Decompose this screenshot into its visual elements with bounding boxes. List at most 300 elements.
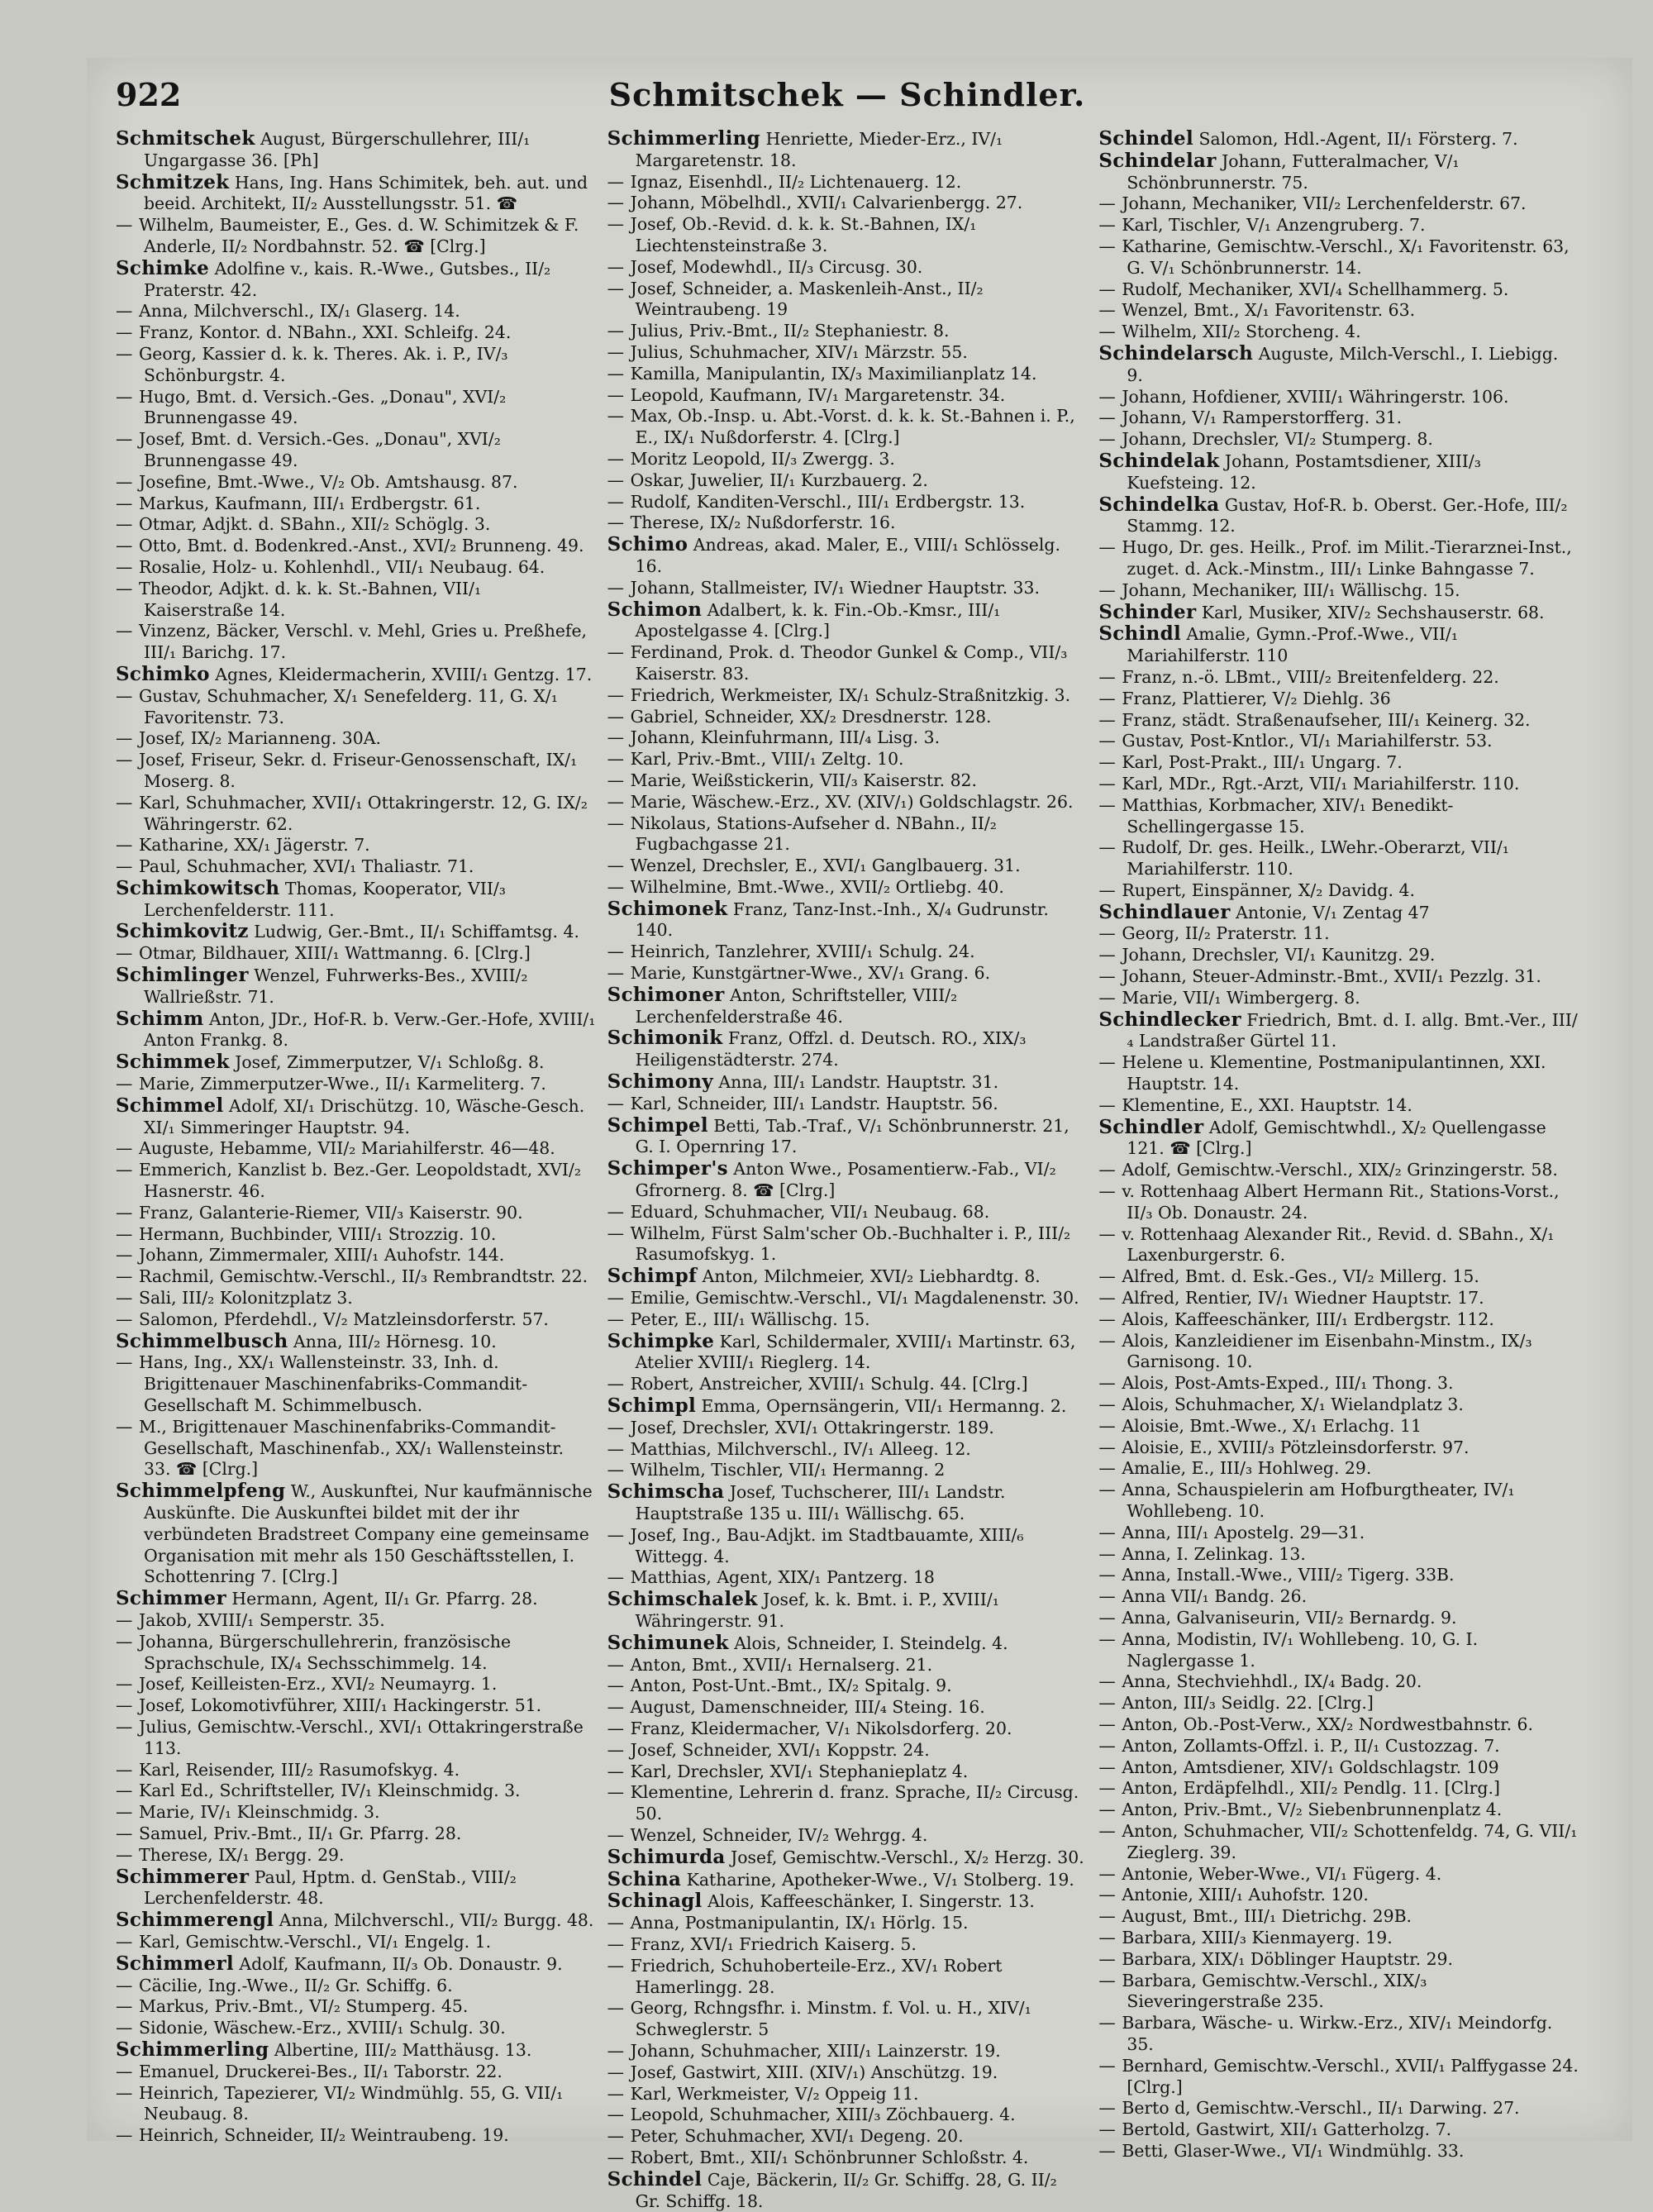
- repeat-dash: —: [607, 1309, 625, 1329]
- directory-entry: [1098, 988, 1579, 1009]
- repeat-dash: —: [116, 1223, 133, 1244]
- directory-entry: [607, 2041, 1088, 2062]
- repeat-dash: —: [607, 214, 625, 235]
- entry-surname: Schimmek: [116, 1051, 230, 1074]
- entry-text: Theodor, Adjkt. d. k. k. St.-Bahnen, VII/₁ Kaiserstraße 14.: [139, 578, 482, 620]
- repeat-dash: —: [607, 727, 625, 748]
- repeat-dash: —: [116, 856, 133, 877]
- directory-entry: [116, 750, 596, 793]
- directory-entry: [607, 942, 1088, 963]
- repeat-dash: —: [1098, 1181, 1116, 1202]
- directory-entry: [607, 1956, 1088, 1999]
- directory-entry: [1098, 1586, 1579, 1608]
- repeat-dash: —: [1098, 1800, 1116, 1820]
- entry-text: Johann, Kleinfuhrmann, III/₄ Lisg. 3.: [630, 727, 941, 748]
- entry-text: Aloisie, Bmt.-Wwe., X/₁ Erlachg. 11: [1122, 1415, 1422, 1436]
- directory-entry: [1098, 451, 1579, 494]
- entry-text: Marie, IV/₁ Kleinschmidg. 3.: [139, 1802, 380, 1823]
- directory-entry: [1098, 580, 1579, 602]
- directory-entry: [1098, 1224, 1579, 1267]
- repeat-dash: —: [1098, 880, 1116, 900]
- directory-entry: [607, 1027, 1088, 1071]
- directory-entry: [116, 878, 596, 922]
- entry-surname: Schimmerengl: [116, 1909, 274, 1932]
- repeat-dash: —: [116, 835, 133, 856]
- entry-text: Franz, städt. Straßenaufseher, III/₁ Keinerg. 32.: [1122, 709, 1531, 730]
- entry-text: Georg, Kassier d. k. k. Theres. Ak. i. P., IV/₃ Schönburgstr. 4.: [139, 343, 508, 385]
- entry-text: Hugo, Dr. ges. Heilk., Prof. im Milit.-Tierarznei-Inst., zuget. d. Ack.-Minstm., III/₁ Linke Bahngasse 7.: [1122, 537, 1572, 579]
- directory-entry: [607, 172, 1088, 193]
- repeat-dash: —: [607, 470, 625, 490]
- entry-text: Karl, MDr., Rgt.-Arzt, VII/₁ Mariahilferstr. 110.: [1122, 773, 1520, 794]
- repeat-dash: —: [607, 2062, 625, 2082]
- entry-text: Leopold, Schuhmacher, XIII/₃ Zöchbauerg. 4.: [630, 2105, 1016, 2125]
- entry-text: Josef, Friseur, Sekr. d. Friseur-Genossenschaft, IX/₁ Moserg. 8.: [139, 750, 578, 791]
- entry-text: Alois, Kaffeeschänker, I. Singerstr. 13.: [707, 1891, 1035, 1912]
- entry-text: August, Damenschneider, III/₄ Steing. 16.: [630, 1697, 985, 1718]
- repeat-dash: —: [116, 1931, 133, 1952]
- directory-entry: [607, 1418, 1088, 1439]
- repeat-dash: —: [1098, 1052, 1116, 1073]
- repeat-dash: —: [1098, 1671, 1116, 1692]
- entry-text: Wenzel, Drechsler, E., XVI/₁ Ganglbauerg. 31.: [630, 856, 1021, 876]
- directory-entry: [116, 1909, 596, 1932]
- directory-entry: [1098, 150, 1579, 194]
- directory-entry: [607, 1094, 1088, 1115]
- directory-entry: [116, 728, 596, 750]
- running-head: Schmitschek — Schindler.: [608, 76, 1086, 113]
- directory-entry: [607, 813, 1088, 856]
- directory-entry: [1098, 2056, 1579, 2099]
- repeat-dash: —: [1098, 579, 1116, 600]
- entry-text: Karl, Schildermaler, XVIII/₁ Martinstr. 63, Atelier XVIII/₁ Rieglerg. 14.: [635, 1331, 1076, 1373]
- directory-entry: [116, 2039, 596, 2062]
- entry-text: Peter, Schuhmacher, XVI/₁ Degeng. 20.: [630, 2126, 964, 2147]
- entry-surname: Schina: [607, 1867, 682, 1890]
- directory-entry: [607, 1719, 1088, 1740]
- directory-entry: [1098, 1480, 1579, 1523]
- entry-surname: Schimlinger: [116, 964, 249, 987]
- entry-text: Adolf, Kaufmann, II/₃ Ob. Donaustr. 9.: [239, 1953, 563, 1974]
- directory-entry: [607, 1697, 1088, 1719]
- entry-text: Karl, Post-Prakt., III/₁ Ungarg. 7.: [1122, 752, 1403, 773]
- directory-entry: [116, 1932, 596, 1953]
- repeat-dash: —: [1098, 752, 1116, 773]
- repeat-dash: —: [116, 536, 133, 556]
- entry-surname: Schindelka: [1098, 493, 1220, 516]
- repeat-dash: —: [116, 1823, 133, 1843]
- directory-entry: [116, 1074, 596, 1095]
- entry-text: Rachmil, Gemischtw.-Verschl., II/₃ Rembrandtstr. 22.: [139, 1266, 588, 1287]
- directory-entry: [607, 406, 1088, 449]
- entry-surname: Schimonik: [607, 1027, 723, 1050]
- repeat-dash: —: [1098, 2098, 1116, 2119]
- entry-text: Samuel, Priv.-Bmt., II/₁ Gr. Pfarrg. 28.: [139, 1823, 462, 1843]
- directory-entry: [116, 429, 596, 472]
- entry-surname: Schimon: [607, 598, 703, 621]
- repeat-dash: —: [116, 386, 133, 407]
- entry-text: Johann, Postamtsdiener, XIII/₃ Kuefsteing. 12.: [1127, 451, 1481, 493]
- directory-entry: [1098, 1885, 1579, 1906]
- repeat-dash: —: [1098, 2055, 1116, 2076]
- directory-entry: [607, 1890, 1088, 1913]
- entry-text: Franz, n.-ö. LBmt., VIII/₂ Breitenfelderg. 22.: [1122, 666, 1499, 687]
- repeat-dash: —: [607, 256, 625, 277]
- repeat-dash: —: [607, 1460, 625, 1480]
- entry-text: Cäcilie, Ing.-Wwe., II/₂ Gr. Schiffg. 6.: [139, 1975, 453, 1995]
- repeat-dash: —: [1098, 2140, 1116, 2161]
- directory-entry: [116, 1717, 596, 1760]
- directory-entry: [116, 258, 596, 302]
- repeat-dash: —: [1098, 773, 1116, 794]
- repeat-dash: —: [607, 1417, 625, 1437]
- entry-text: Josef, Drechsler, XVI/₁ Ottakringerstr. 189.: [630, 1417, 994, 1437]
- repeat-dash: —: [116, 685, 133, 706]
- entry-text: Antonie, XIII/₁ Auhofstr. 120.: [1122, 1885, 1369, 1905]
- directory-entry: [116, 1674, 596, 1695]
- entry-text: Karl, Drechsler, XVI/₁ Stephanieplatz 4.: [630, 1761, 969, 1781]
- directory-entry: [1098, 1629, 1579, 1672]
- entry-text: Josef, IX/₂ Marianneng. 30A.: [139, 728, 381, 749]
- entry-text: Johann, Zimmermaler, XIII/₁ Auhofstr. 144.: [139, 1245, 505, 1266]
- entry-text: Helene u. Klementine, Postmanipulantinnen, XXI. Hauptstr. 14.: [1122, 1052, 1546, 1094]
- repeat-dash: —: [1098, 408, 1116, 428]
- directory-entry: [1098, 710, 1579, 732]
- repeat-dash: —: [1098, 1693, 1116, 1714]
- repeat-dash: —: [1098, 1735, 1116, 1756]
- repeat-dash: —: [1098, 386, 1116, 407]
- directory-entry: [607, 1288, 1088, 1309]
- repeat-dash: —: [116, 792, 133, 813]
- directory-entry: [1098, 193, 1579, 215]
- directory-entry: [607, 792, 1088, 813]
- directory-entry: [607, 1481, 1088, 1525]
- entry-text: Wenzel, Fuhrwerks-Bes., XVIII/₂ Wallrießstr. 71.: [144, 965, 528, 1007]
- directory-entry: [1098, 494, 1579, 538]
- directory-entry: [1098, 279, 1579, 301]
- directory-entry: [116, 686, 596, 729]
- directory-entry: [1098, 128, 1579, 150]
- directory-entry: [116, 322, 596, 344]
- entry-text: Aloisie, E., XVIII/₃ Pötzleinsdorferstr. 97.: [1122, 1437, 1470, 1457]
- directory-entry: [1098, 1693, 1579, 1714]
- entry-text: Therese, IX/₂ Nußdorferstr. 16.: [630, 512, 896, 533]
- entry-text: Friedrich, Werkmeister, IX/₁ Schulz-Straßnitzkig. 3.: [630, 684, 1071, 705]
- entry-text: Anna VII/₁ Bandg. 26.: [1122, 1586, 1308, 1607]
- directory-entry: [116, 1245, 596, 1266]
- directory-entry: [1098, 1009, 1579, 1053]
- entry-text: Anna, III/₁ Apostelg. 29—31.: [1122, 1522, 1365, 1542]
- directory-entry: [1098, 1949, 1579, 1971]
- directory-entry: [116, 1802, 596, 1823]
- directory-entry: [1098, 1437, 1579, 1459]
- repeat-dash: —: [1098, 322, 1116, 342]
- entry-text: Alois, Kanzleidiener im Eisenbahn-Minstm., IX/₃ Garnisong. 10.: [1122, 1330, 1532, 1372]
- repeat-dash: —: [116, 514, 133, 535]
- directory-entry: [116, 1781, 596, 1802]
- entry-text: Gabriel, Schneider, XX/₂ Dresdnerstr. 128.: [630, 706, 992, 727]
- repeat-dash: —: [116, 1202, 133, 1223]
- entry-text: Josef, Zimmerputzer, V/₁ Schloßg. 8.: [235, 1052, 545, 1073]
- repeat-dash: —: [607, 1567, 625, 1588]
- directory-entry: [607, 1266, 1088, 1288]
- repeat-dash: —: [607, 363, 625, 384]
- repeat-dash: —: [1098, 1714, 1116, 1734]
- entry-text: Max, Ob.-Insp. u. Abt.-Vorst. d. k. k. St.-Bahnen i. P., E., IX/₁ Nußdorferstr. 4. [Clrg.]: [630, 406, 1075, 448]
- repeat-dash: —: [116, 1266, 133, 1287]
- repeat-dash: —: [116, 1844, 133, 1865]
- repeat-dash: —: [607, 2083, 625, 2104]
- entry-text: Otmar, Adjkt. d. SBahn., XII/₂ Schöglg. 3.: [139, 514, 491, 535]
- entry-surname: Schimpke: [607, 1329, 715, 1352]
- entry-surname: Schimkowitsch: [116, 876, 280, 899]
- directory-entry: [607, 2084, 1088, 2105]
- entry-text: Johann, V/₁ Ramperstorfferg. 31.: [1122, 408, 1403, 428]
- repeat-dash: —: [607, 1998, 625, 2019]
- entry-surname: Schimper's: [607, 1157, 728, 1180]
- entry-text: Caje, Bäckerin, II/₂ Gr. Schiffg. 28, G. II/₂ Gr. Schiffg. 18.: [635, 2169, 1057, 2211]
- repeat-dash: —: [116, 1416, 133, 1437]
- repeat-dash: —: [607, 749, 625, 770]
- entry-surname: Schindel: [607, 2167, 703, 2191]
- directory-entry: [607, 578, 1088, 599]
- entry-text: Alois, Schuhmacher, X/₁ Wielandplatz 3.: [1122, 1394, 1464, 1415]
- directory-entry: [1098, 2141, 1579, 2162]
- entry-text: Sidonie, Wäschew.-Erz., XVIII/₁ Schulg. 30.: [139, 2018, 506, 2038]
- entry-surname: Schimke: [116, 256, 210, 279]
- directory-entry: [1098, 1458, 1579, 1480]
- entry-surname: Schmitschek: [116, 127, 255, 150]
- entry-text: Johann, Mechaniker, VII/₂ Lerchenfelderstr. 67.: [1122, 193, 1527, 214]
- entry-text: Emanuel, Druckerei-Bes., II/₁ Taborstr. 22.: [139, 2061, 503, 2081]
- entry-text: Josef, k. k. Bmt. i. P., XVIII/₁ Währingerstr. 91.: [635, 1590, 999, 1631]
- entry-text: Georg, Rchngsfhr. i. Minstm. f. Vol. u. H., XIV/₁ Schweglerstr. 5: [630, 1998, 1031, 2040]
- entry-text: Rudolf, Dr. ges. Heilk., LWehr.-Oberarzt, VII/₁ Mariahilferstr. 110.: [1122, 837, 1509, 880]
- repeat-dash: —: [1098, 709, 1116, 730]
- repeat-dash: —: [607, 791, 625, 812]
- repeat-dash: —: [607, 171, 625, 192]
- directory-entry: [116, 1823, 596, 1845]
- directory-entry: [607, 727, 1088, 749]
- repeat-dash: —: [1098, 1970, 1116, 1990]
- repeat-dash: —: [1098, 1820, 1116, 1841]
- entry-text: Anton Wwe., Posamentierw.-Fab., VI/₂ Gfrornerg. 8. ☎ [Clrg.]: [635, 1159, 1056, 1201]
- entry-text: Paul, Schuhmacher, XVI/₁ Thaliastr. 71.: [139, 856, 474, 877]
- repeat-dash: —: [116, 322, 133, 343]
- directory-entry: [1098, 1288, 1579, 1309]
- entry-text: Hermann, Buchbinder, VIII/₁ Strozzig. 10.: [139, 1223, 497, 1244]
- entry-text: Josef, Modewhdl., II/₃ Circusg. 30.: [630, 256, 923, 277]
- entry-text: Berto d, Gemischtw.-Verschl., II/₁ Darwing. 27.: [1122, 2098, 1520, 2119]
- directory-entry: [116, 1996, 596, 2018]
- repeat-dash: —: [607, 2126, 625, 2147]
- directory-entry: [116, 536, 596, 557]
- repeat-dash: —: [116, 471, 133, 492]
- entry-text: Betti, Glaser-Wwe., VI/₁ Windmühlg. 33.: [1122, 2140, 1465, 2161]
- repeat-dash: —: [116, 1996, 133, 2017]
- directory-entry: [607, 128, 1088, 172]
- repeat-dash: —: [116, 1609, 133, 1630]
- entry-text: Johann, Drechsler, VI/₂ Stumperg. 8.: [1122, 429, 1433, 450]
- directory-entry: [116, 514, 596, 536]
- repeat-dash: —: [1098, 215, 1116, 236]
- directory-entry: [116, 1331, 596, 1353]
- directory-entry: [116, 965, 596, 1008]
- directory-entry: [1098, 300, 1579, 322]
- entry-text: Marie, Weißstickerin, VII/₃ Kaiserstr. 82.: [630, 770, 978, 790]
- entry-text: Heinrich, Tanzlehrer, XVIII/₁ Schulg. 24.: [630, 942, 975, 962]
- repeat-dash: —: [607, 942, 625, 962]
- directory-entry: [1098, 1800, 1579, 1821]
- directory-entry: [607, 1825, 1088, 1847]
- entry-text: Josef, Schneider, a. Maskenleih-Anst., II/₂ Weintraubeng. 19: [630, 278, 984, 320]
- entry-text: Antonie, Weber-Wwe., VI/₁ Fügerg. 4.: [1122, 1863, 1442, 1884]
- entry-text: Bernhard, Gemischtw.-Verschl., XVII/₁ Palffygasse 24. [Clrg.]: [1122, 2055, 1579, 2097]
- entry-surname: Schimmerer: [116, 1865, 250, 1888]
- entry-text: Katharine, XX/₁ Jägerstr. 7.: [139, 835, 370, 856]
- directory-entry: [116, 557, 596, 579]
- repeat-dash: —: [1098, 1330, 1116, 1351]
- directory-entry: [1098, 923, 1579, 945]
- directory-entry: [1098, 1309, 1579, 1331]
- directory-entry: [607, 1395, 1088, 1418]
- entry-text: Otto, Bmt. d. Bodenkred.-Anst., XVI/₂ Brunneng. 49.: [139, 536, 584, 556]
- directory-entry: [607, 707, 1088, 728]
- entry-text: Karl, Schneider, III/₁ Landstr. Hauptstr. 56.: [630, 1093, 998, 1113]
- directory-entry: [1098, 322, 1579, 343]
- directory-entry: [607, 1460, 1088, 1481]
- repeat-dash: —: [116, 1138, 133, 1159]
- entry-text: Wilhelm, Fürst Salm'scher Ob.-Buchhalter i. P., III/₂ Rasumofskyg. 1.: [630, 1223, 1071, 1265]
- entry-text: Emma, Opernsängerin, VII/₁ Hermanng. 2.: [701, 1396, 1067, 1417]
- entry-surname: Schimonek: [607, 897, 728, 920]
- directory-entry: [116, 2062, 596, 2083]
- directory-entry: [116, 1288, 596, 1309]
- entry-surname: Schimmel: [116, 1094, 224, 1117]
- directory-entry: [1098, 1416, 1579, 1437]
- repeat-dash: —: [1098, 1628, 1116, 1649]
- repeat-dash: —: [1098, 1160, 1116, 1180]
- directory-entry: [1098, 1608, 1579, 1629]
- repeat-dash: —: [607, 193, 625, 213]
- directory-entry: [1098, 880, 1579, 902]
- repeat-dash: —: [1098, 1223, 1116, 1244]
- directory-entry: [116, 472, 596, 493]
- entry-text: Barbara, XIII/₃ Kienmayerg. 19.: [1122, 1927, 1393, 1947]
- directory-entry: [116, 1008, 596, 1052]
- directory-entry: [607, 1934, 1088, 1956]
- entry-text: Wenzel, Schneider, IV/₂ Wehrgg. 4.: [630, 1824, 928, 1845]
- entry-text: Gustav, Post-Kntlor., VI/₁ Mariahilferstr. 53.: [1122, 731, 1493, 751]
- entry-text: Adalbert, k. k. Fin.-Ob.-Kmsr., III/₁ Apostelgasse 4. [Clrg.]: [635, 599, 1001, 641]
- repeat-dash: —: [1098, 945, 1116, 965]
- entry-text: Adolfine v., kais. R.-Wwe., Gutsbes., II/₂ Praterstr. 42.: [144, 258, 551, 300]
- repeat-dash: —: [116, 1781, 133, 1801]
- directory-entry: [1098, 1052, 1579, 1095]
- directory-entry: [116, 621, 596, 664]
- directory-entry: [607, 214, 1088, 257]
- directory-entry: [607, 749, 1088, 770]
- repeat-dash: —: [1098, 1437, 1116, 1457]
- directory-entry: [607, 2148, 1088, 2169]
- entry-surname: Schinagl: [607, 1890, 703, 1913]
- entry-text: Josef, Gemischtw.-Verschl., X/₂ Herzg. 30.: [731, 1847, 1084, 1867]
- directory-entry: [116, 856, 596, 878]
- entry-text: Antonie, V/₁ Zentag 47: [1236, 902, 1430, 922]
- directory-entry: [116, 943, 596, 965]
- directory-entry: [116, 1095, 596, 1139]
- repeat-dash: —: [116, 1352, 133, 1373]
- directory-entry: [116, 128, 596, 172]
- repeat-dash: —: [1098, 1927, 1116, 1947]
- repeat-dash: —: [607, 512, 625, 533]
- entry-text: Rosalie, Holz- u. Kohlenhdl., VII/₁ Neubaug. 64.: [139, 556, 545, 577]
- entry-text: Josef, Bmt. d. Versich.-Ges. „Donau", XVI/₂ Brunnengasse 49.: [139, 429, 501, 470]
- repeat-dash: —: [1098, 923, 1116, 944]
- directory-entry: [1098, 945, 1579, 966]
- entry-text: Julius, Priv.-Bmt., II/₂ Stephaniestr. 8.: [630, 321, 950, 341]
- repeat-dash: —: [607, 1955, 625, 1976]
- entry-text: Salomon, Pferdehdl., V/₂ Matzleinsdorferstr. 57.: [139, 1309, 549, 1329]
- entry-surname: Schindlauer: [1098, 900, 1231, 923]
- directory-entry: [116, 1695, 596, 1717]
- entry-surname: Schmitzek: [116, 170, 230, 193]
- directory-entry: [1098, 2119, 1579, 2141]
- entry-text: Anna, Stechviehhdl., IX/₄ Badg. 20.: [1122, 1671, 1422, 1692]
- entry-text: Josef, Lokomotivführer, XIII/₁ Hackingerstr. 51.: [139, 1695, 542, 1716]
- entry-text: Franz, Plattierer, V/₂ Diehlg. 36: [1122, 688, 1391, 708]
- entry-text: Rudolf, Kanditen-Verschl., III/₁ Erdbergstr. 13.: [630, 491, 1026, 512]
- entry-text: Heinrich, Schneider, II/₂ Weintraubeng. 19.: [139, 2125, 509, 2146]
- repeat-dash: —: [116, 343, 133, 364]
- directory-entry: [116, 579, 596, 622]
- repeat-dash: —: [1098, 1906, 1116, 1927]
- directory-entry: [1098, 2098, 1579, 2119]
- entry-surname: Schindelarsch: [1098, 341, 1254, 365]
- repeat-dash: —: [1098, 236, 1116, 256]
- repeat-dash: —: [116, 728, 133, 749]
- directory-entry: [1098, 689, 1579, 710]
- repeat-dash: —: [116, 1975, 133, 1995]
- directory-entry: [607, 963, 1088, 984]
- directory-entry: [607, 1567, 1088, 1589]
- repeat-dash: —: [1098, 1309, 1116, 1329]
- entry-text: Anton, Erdäpfelhdl., XII/₂ Pendlg. 11. [Clrg.]: [1122, 1778, 1500, 1799]
- repeat-dash: —: [1098, 1480, 1116, 1500]
- entry-text: Otmar, Bildhauer, XIII/₁ Wattmanng. 6. [Clrg.]: [139, 943, 531, 964]
- entry-surname: Schimm: [116, 1007, 204, 1030]
- repeat-dash: —: [1098, 966, 1116, 987]
- directory-entry: [607, 984, 1088, 1028]
- entry-text: Markus, Priv.-Bmt., VI/₂ Stumperg. 45.: [139, 1996, 469, 2017]
- entry-text: Julius, Schuhmacher, XIV/₁ Märzstr. 55.: [630, 341, 968, 362]
- entry-surname: Schindelar: [1098, 149, 1217, 172]
- entry-text: Leopold, Kaufmann, IV/₁ Margaretenstr. 34.: [630, 384, 1006, 405]
- entry-surname: Schindl: [1098, 622, 1182, 646]
- directory-entry: [1098, 1906, 1579, 1928]
- entry-text: Karl, Musiker, XIV/₂ Sechshauserstr. 68.: [1201, 602, 1545, 622]
- directory-entry: [607, 321, 1088, 342]
- directory-entry: [607, 1655, 1088, 1676]
- repeat-dash: —: [116, 1631, 133, 1652]
- entry-surname: Schimunek: [607, 1631, 729, 1654]
- entry-text: Anton, Zollamts-Offzl. i. P., II/₁ Custozzag. 7.: [1122, 1735, 1500, 1756]
- repeat-dash: —: [607, 1201, 625, 1222]
- repeat-dash: —: [607, 1933, 625, 1954]
- entry-text: Auguste, Milch-Verschl., I. Liebigg. 9.: [1127, 343, 1559, 385]
- repeat-dash: —: [607, 963, 625, 984]
- repeat-dash: —: [116, 2125, 133, 2146]
